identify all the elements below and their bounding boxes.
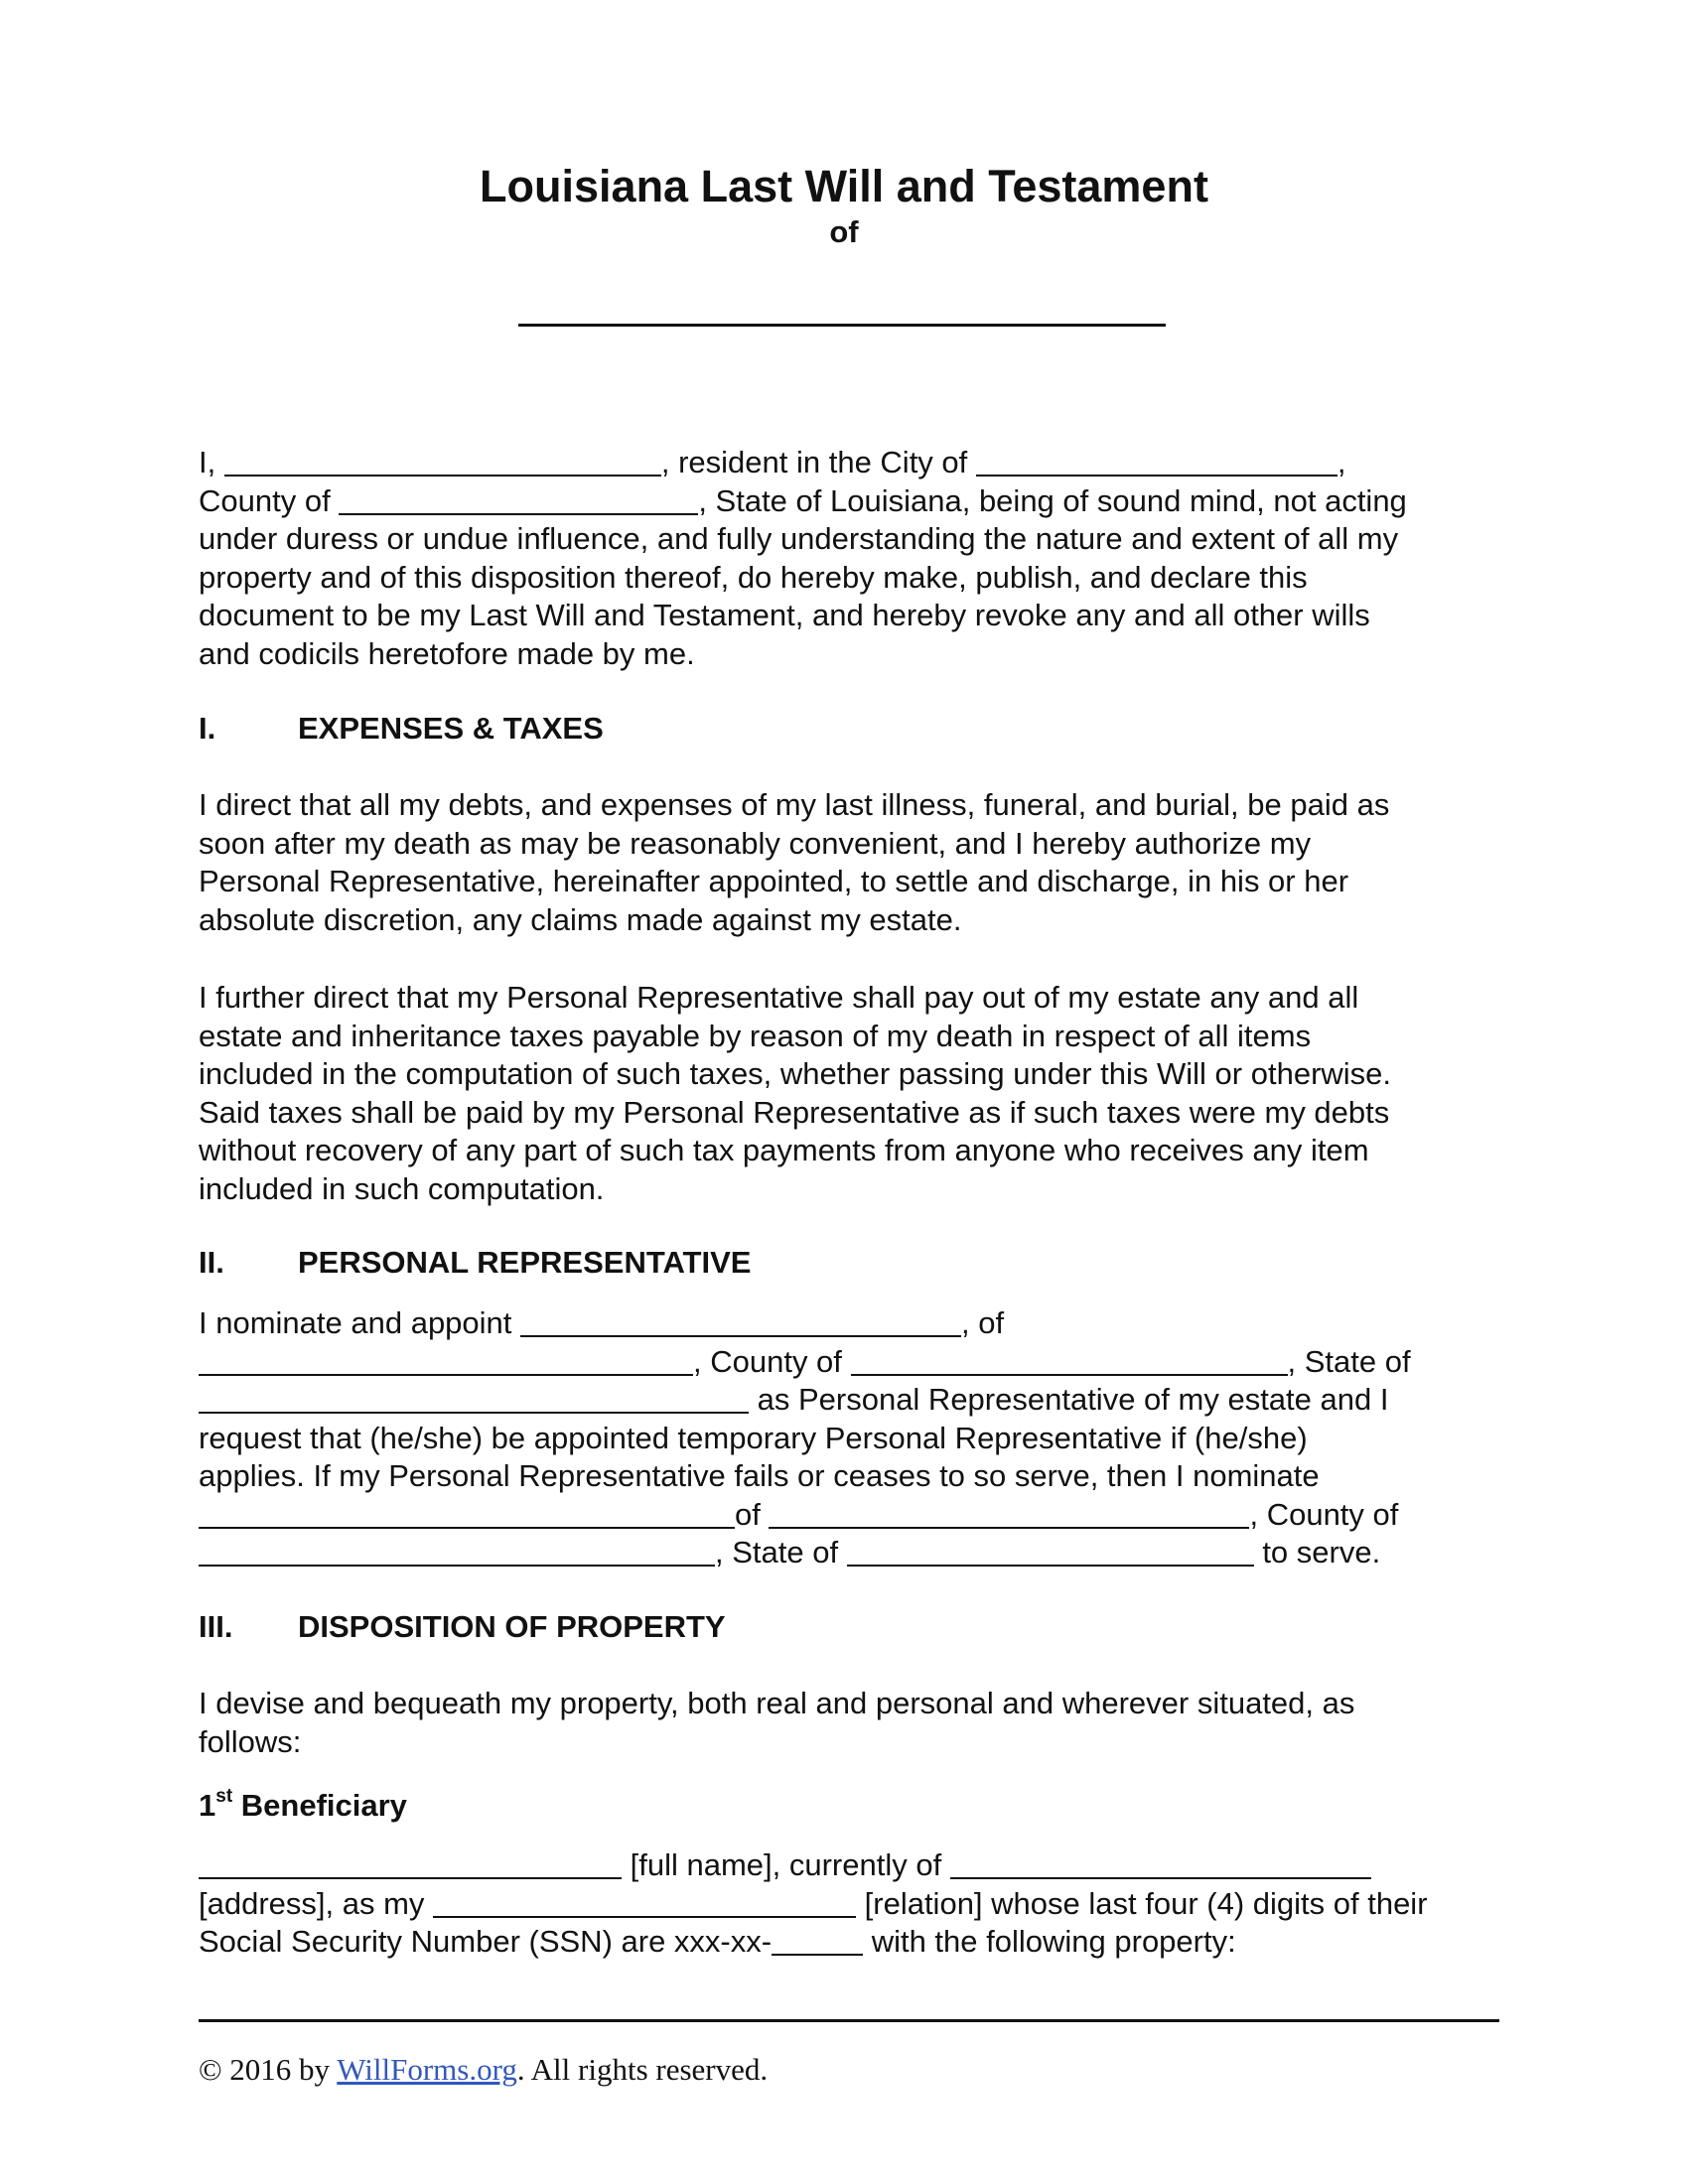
copyright-text: . All rights reserved. — [516, 2052, 769, 2087]
county-blank[interactable] — [339, 485, 698, 515]
beneficiary-name-blank[interactable] — [199, 1849, 622, 1879]
section-title: DISPOSITION OF PROPERTY — [298, 1609, 726, 1644]
testator-name-field[interactable] — [518, 324, 1166, 327]
section-title: EXPENSES & TAXES — [298, 711, 604, 746]
paragraph-text: , County of — [693, 1343, 851, 1379]
paragraph-line: absolute discretion, any claims made against my estate. — [199, 901, 962, 937]
alternate-city-blank[interactable] — [769, 1499, 1249, 1529]
paragraph-text: , County of — [1249, 1496, 1399, 1532]
property-description-field[interactable] — [199, 2019, 1499, 2022]
intro-text: , resident in the City of — [660, 445, 976, 479]
paragraph-line: included in such computation. — [199, 1170, 605, 1206]
paragraph-text: [relation] whose last four (4) digits of their — [856, 1885, 1428, 1921]
intro-text: , — [1336, 445, 1346, 479]
paragraph-line: estate and inheritance taxes payable by reason of my death in respect of all items — [199, 1018, 1312, 1053]
copyright-text: © 2016 by — [199, 2052, 338, 2087]
intro-text: I, — [199, 445, 224, 479]
section-number: I. — [199, 711, 216, 746]
paragraph-text: , State of — [1287, 1343, 1411, 1379]
paragraph-text: [full name], currently of — [622, 1847, 950, 1882]
paragraph-line: I devise and bequeath my property, both real and personal and wherever situated, as — [199, 1686, 1355, 1720]
section-heading-personal-representative — [199, 1244, 751, 1282]
paragraph-text: as Personal Representative of my estate and I — [749, 1382, 1389, 1417]
copyright-footer — [199, 2051, 768, 2089]
paragraph-line: I further direct that my Personal Representative shall pay out of my estate any and all — [199, 980, 1359, 1015]
personal-representative-paragraph — [199, 1304, 1499, 1572]
paragraph-text: of — [735, 1496, 770, 1532]
testator-name-blank[interactable] — [224, 447, 661, 477]
representative-county-blank[interactable] — [851, 1346, 1288, 1376]
document-title: Louisiana Last Will and Testament — [480, 161, 1208, 211]
intro-text: County of — [199, 482, 340, 518]
paragraph-text: to serve. — [1253, 1535, 1381, 1570]
alternate-name-blank[interactable] — [199, 1499, 735, 1529]
document-subtitle: of — [829, 214, 859, 249]
section-number: III. — [199, 1609, 233, 1644]
city-blank[interactable] — [976, 447, 1337, 477]
representative-name-blank[interactable] — [520, 1307, 961, 1337]
paragraph-line: without recovery of any part of such tax payments from anyone who receives any item — [199, 1133, 1369, 1167]
representative-city-blank[interactable] — [199, 1346, 693, 1376]
beneficiary-relation-blank[interactable] — [433, 1888, 856, 1918]
expenses-paragraph-2 — [199, 979, 1499, 1208]
beneficiary-address-blank[interactable] — [950, 1849, 1371, 1879]
paragraph-line: Said taxes shall be paid by my Personal Representative as if such taxes were my debts — [199, 1094, 1390, 1130]
representative-state-blank[interactable] — [199, 1384, 749, 1414]
paragraph-line: request that (he/she) be appointed temporary Personal Representative if (he/she) — [199, 1420, 1308, 1455]
section-heading-expenses — [199, 710, 604, 748]
paragraph-text: , of — [961, 1305, 1005, 1340]
beneficiary-paragraph — [199, 1846, 1499, 1962]
beneficiary-ordinal: 1 — [199, 1788, 216, 1823]
paragraph-line: applies. If my Personal Representative fails or ceases to so serve, then I nominate — [199, 1458, 1320, 1493]
disposition-paragraph — [199, 1685, 1499, 1761]
ordinal-suffix: st — [215, 1786, 233, 1807]
paragraph-text: , State of — [715, 1535, 847, 1570]
alternate-state-blank[interactable] — [847, 1537, 1254, 1567]
paragraph-text: with the following property: — [863, 1924, 1236, 1959]
intro-line: property and of this disposition thereof, do hereby make, publish, and declare this — [199, 559, 1308, 595]
expenses-paragraph-1 — [199, 786, 1499, 939]
ssn-digits-blank[interactable] — [772, 1926, 863, 1956]
section-heading-disposition — [199, 1608, 726, 1646]
paragraph-text: I nominate and appoint — [199, 1305, 521, 1340]
alternate-county-blank[interactable] — [199, 1537, 715, 1567]
beneficiary-label: Beneficiary — [232, 1788, 407, 1823]
paragraph-text: Social Security Number (SSN) are xxx-xx- — [199, 1924, 773, 1959]
paragraph-line: I direct that all my debts, and expenses of my last illness, funeral, and burial, be paid as — [199, 787, 1390, 822]
section-title: PERSONAL REPRESENTATIVE — [298, 1245, 752, 1280]
paragraph-line: included in the computation of such taxes, whether passing under this Will or otherwise. — [199, 1056, 1392, 1091]
paragraph-line: soon after my death as may be reasonably convenient, and I hereby authorize my — [199, 825, 1312, 861]
intro-line: and codicils heretofore made by me. — [199, 635, 695, 671]
intro-line: document to be my Last Will and Testament, and hereby revoke any and all other wills — [199, 598, 1370, 632]
paragraph-line: Personal Representative, hereinafter appointed, to settle and discharge, in his or her — [199, 864, 1349, 898]
paragraph-text: [address], as my — [199, 1885, 434, 1921]
intro-text: , State of Louisiana, being of sound mind, not acting — [698, 482, 1407, 518]
paragraph-line: follows: — [199, 1723, 302, 1759]
intro-line: under duress or undue influence, and fully understanding the nature and extent of all my — [199, 521, 1399, 556]
beneficiary-heading — [199, 1787, 407, 1825]
willforms-link[interactable]: WillForms.org — [337, 2052, 517, 2087]
section-number: II. — [199, 1245, 224, 1280]
intro-paragraph — [199, 444, 1499, 673]
